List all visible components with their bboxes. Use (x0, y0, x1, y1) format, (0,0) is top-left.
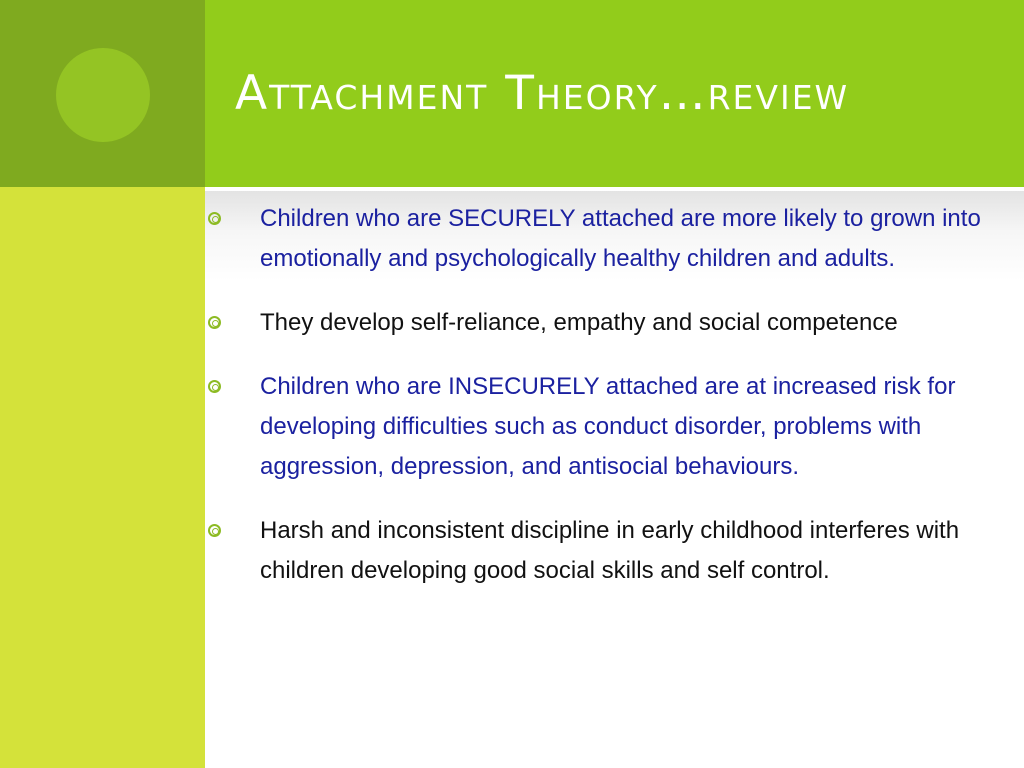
bullet-item (208, 199, 1008, 279)
bullet-ring-icon (208, 380, 221, 393)
slide-title: Attachment Theory…review (235, 66, 850, 121)
bullet-ring-icon (208, 212, 221, 225)
bullet-text: Children who are INSECURELY attached are at increased risk for developing difficulties such as conduct disorder, problems with aggression, depression, and antisocial behaviours. (260, 373, 956, 480)
decorative-circle (56, 48, 150, 142)
bullet-item (208, 303, 1008, 343)
bullet-ring-icon (208, 524, 221, 537)
corner-block (0, 0, 205, 187)
bullet-text: Children who are SECURELY attached are more likely to grown into emotionally and psychologically healthy children and adults. (260, 205, 981, 272)
bullet-text: They develop self-reliance, empathy and social competence (260, 309, 898, 336)
bullet-item (208, 511, 1008, 591)
bullet-item (208, 367, 1008, 487)
bullet-text: Harsh and inconsistent discipline in early childhood interferes with children developing good social skills and self control. (260, 517, 960, 584)
bullet-list (208, 199, 1008, 591)
content-area (208, 199, 1008, 615)
bullet-ring-icon (208, 316, 221, 329)
